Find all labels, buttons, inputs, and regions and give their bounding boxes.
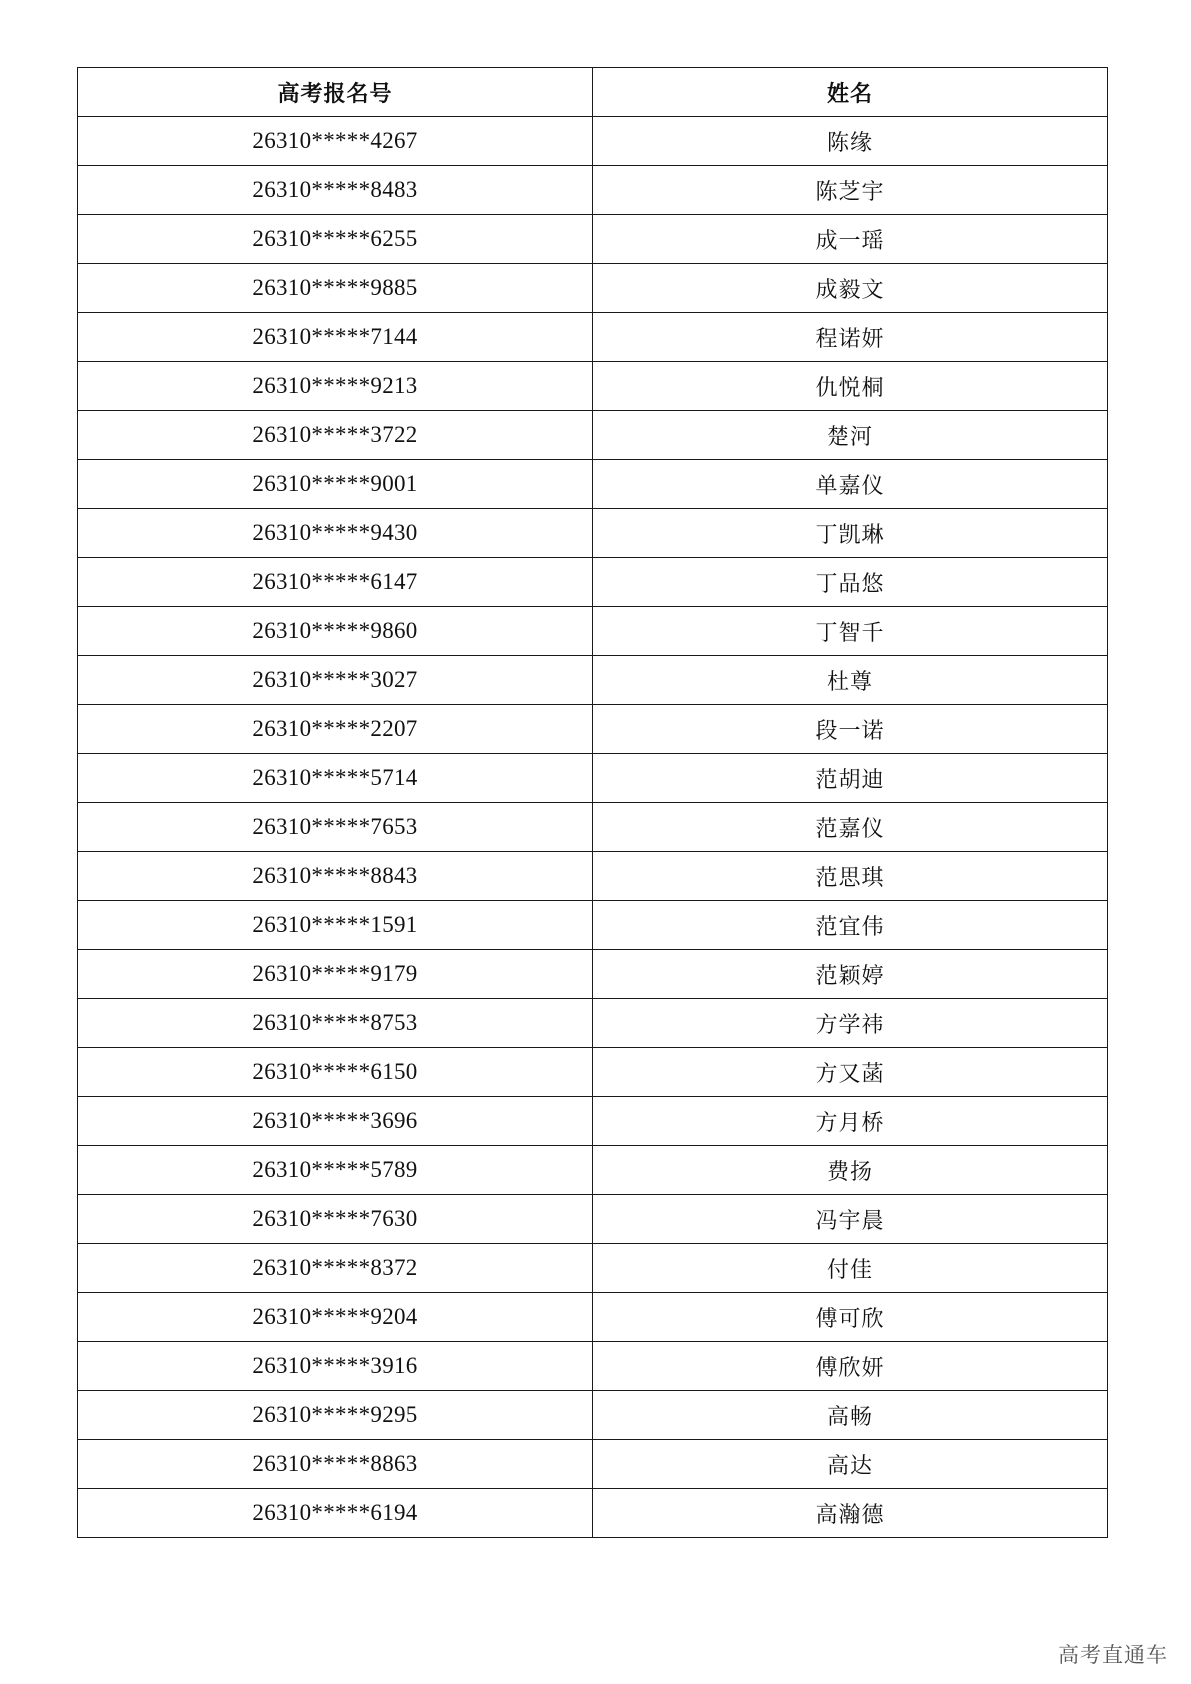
registration-number-cell: 26310*****9179 [78,950,593,999]
student-name-cell: 丁凯琳 [593,509,1108,558]
registration-number-cell: 26310*****3916 [78,1342,593,1391]
registration-number-cell: 26310*****6147 [78,558,593,607]
registration-number-cell: 26310*****7144 [78,313,593,362]
student-name-cell: 仇悦桐 [593,362,1108,411]
table-row [78,803,1108,852]
table-body [78,117,1108,1538]
student-name-cell: 方月桥 [593,1097,1108,1146]
student-name-cell: 程诺妍 [593,313,1108,362]
table-row [78,999,1108,1048]
student-name-cell: 成一瑶 [593,215,1108,264]
table-row [78,558,1108,607]
student-name-cell: 范思琪 [593,852,1108,901]
table-row [78,411,1108,460]
registration-number-cell: 26310*****8483 [78,166,593,215]
table-row [78,362,1108,411]
registration-number-cell: 26310*****8863 [78,1440,593,1489]
registration-number-cell: 26310*****5714 [78,754,593,803]
table-row [78,1440,1108,1489]
student-name-cell: 冯宇晨 [593,1195,1108,1244]
student-name-cell: 高畅 [593,1391,1108,1440]
student-name-cell: 费扬 [593,1146,1108,1195]
registration-table [77,67,1108,1538]
table-row [78,1391,1108,1440]
student-name-cell: 陈芝宇 [593,166,1108,215]
table-row [78,1195,1108,1244]
table-row [78,509,1108,558]
registration-number-cell: 26310*****7630 [78,1195,593,1244]
student-name-cell: 傅可欣 [593,1293,1108,1342]
table-row [78,460,1108,509]
student-name-cell: 丁智千 [593,607,1108,656]
table-row [78,852,1108,901]
student-name-cell: 范嘉仪 [593,803,1108,852]
student-name-cell: 陈缘 [593,117,1108,166]
registration-number-cell: 26310*****9430 [78,509,593,558]
registration-number-cell: 26310*****9204 [78,1293,593,1342]
registration-number-cell: 26310*****6255 [78,215,593,264]
student-name-cell: 杜尊 [593,656,1108,705]
column-header-name: 姓名 [593,68,1108,117]
registration-number-cell: 26310*****3696 [78,1097,593,1146]
student-name-cell: 单嘉仪 [593,460,1108,509]
student-name-cell: 段一诺 [593,705,1108,754]
table-row [78,313,1108,362]
student-name-cell: 范宜伟 [593,901,1108,950]
registration-number-cell: 26310*****9860 [78,607,593,656]
registration-number-cell: 26310*****6194 [78,1489,593,1538]
registration-number-cell: 26310*****9295 [78,1391,593,1440]
table-row [78,166,1108,215]
student-name-cell: 成毅文 [593,264,1108,313]
table-row [78,754,1108,803]
registration-number-cell: 26310*****2207 [78,705,593,754]
registration-number-cell: 26310*****8372 [78,1244,593,1293]
student-name-cell: 高瀚德 [593,1489,1108,1538]
student-name-cell: 高达 [593,1440,1108,1489]
registration-number-cell: 26310*****9213 [78,362,593,411]
table-row [78,656,1108,705]
table-header-row [78,68,1108,117]
registration-number-cell: 26310*****3722 [78,411,593,460]
table-row [78,1146,1108,1195]
registration-number-cell: 26310*****3027 [78,656,593,705]
table-row [78,264,1108,313]
student-name-cell: 傅欣妍 [593,1342,1108,1391]
student-name-cell: 范颖婷 [593,950,1108,999]
table-row [78,1097,1108,1146]
table-row [78,215,1108,264]
table-row [78,1244,1108,1293]
registration-number-cell: 26310*****6150 [78,1048,593,1097]
registration-number-cell: 26310*****4267 [78,117,593,166]
student-name-cell: 范胡迪 [593,754,1108,803]
student-name-cell: 付佳 [593,1244,1108,1293]
watermark-text: 高考直通车 [1058,1643,1168,1667]
column-header-reg-no: 高考报名号 [78,68,593,117]
registration-number-cell: 26310*****9885 [78,264,593,313]
table-row [78,901,1108,950]
table-row [78,950,1108,999]
student-name-cell: 丁品悠 [593,558,1108,607]
table-row [78,1048,1108,1097]
registration-number-cell: 26310*****5789 [78,1146,593,1195]
table-row [78,607,1108,656]
registration-number-cell: 26310*****9001 [78,460,593,509]
table-row [78,117,1108,166]
table-row [78,1489,1108,1538]
registration-number-cell: 26310*****8753 [78,999,593,1048]
registration-number-cell: 26310*****1591 [78,901,593,950]
student-name-cell: 楚河 [593,411,1108,460]
student-name-cell: 方学祎 [593,999,1108,1048]
table-row [78,1342,1108,1391]
registration-number-cell: 26310*****8843 [78,852,593,901]
registration-number-cell: 26310*****7653 [78,803,593,852]
student-name-cell: 方又菡 [593,1048,1108,1097]
table-row [78,705,1108,754]
table-row [78,1293,1108,1342]
